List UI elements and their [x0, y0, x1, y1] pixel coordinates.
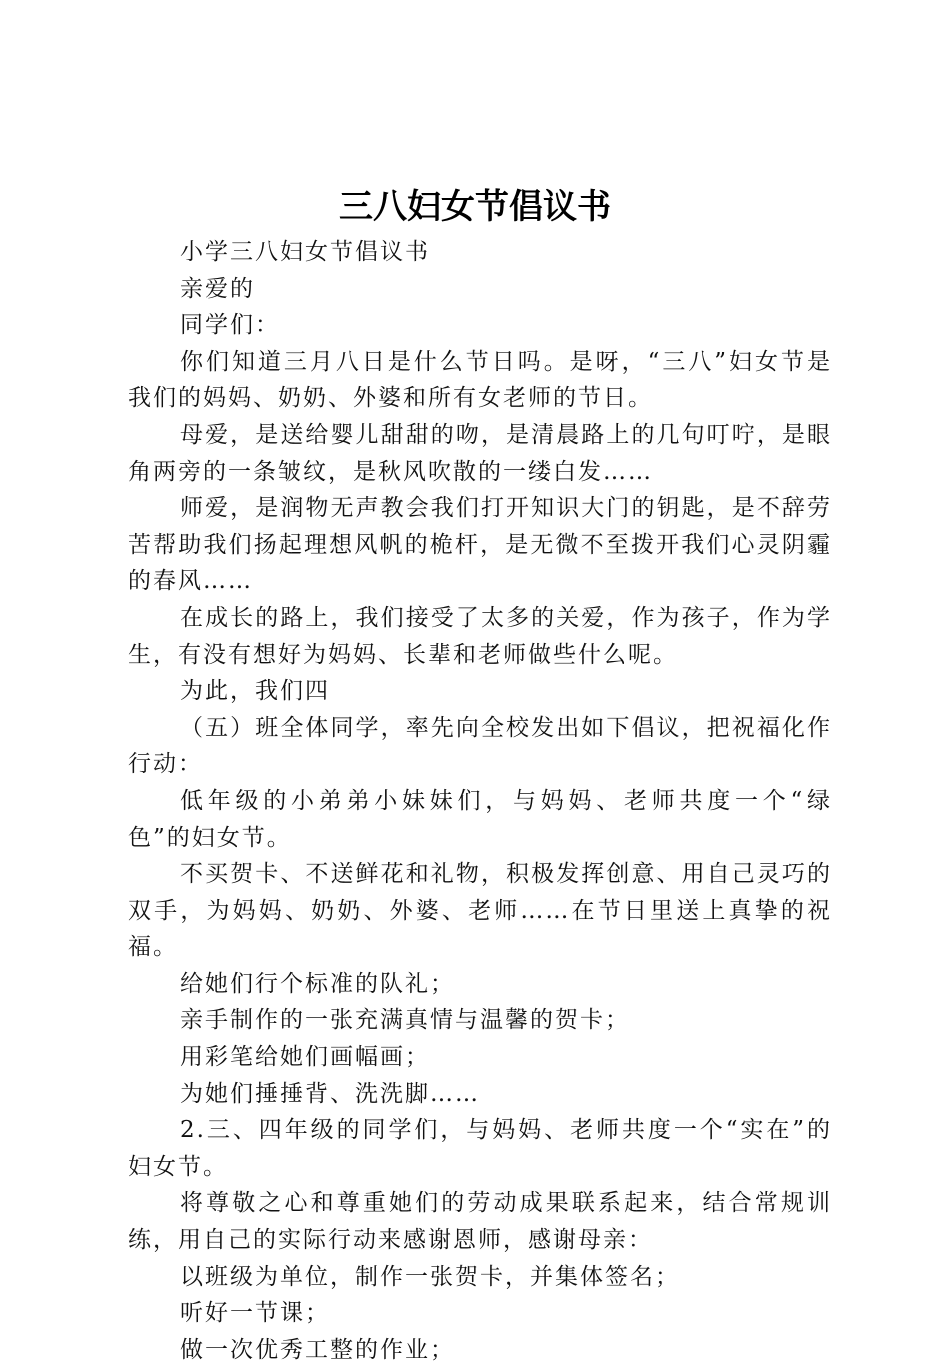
paragraph-mother-love: 母爱，是送给婴儿甜甜的吻，是清晨路上的几句叮咛，是眼角两旁的一条皱纹，是秋风吹散的一缕白发…… [128, 421, 832, 485]
list-item: 听好一节课； [180, 1300, 330, 1327]
list-item: 给她们行个标准的队礼； [180, 970, 455, 997]
list-item: 为她们捶捶背、洗洗脚…… [180, 1080, 480, 1107]
list-item: 以班级为单位，制作一张贺卡，并集体签名； [180, 1263, 680, 1290]
list-item: 亲手制作的一张充满真情与温馨的贺卡； [180, 1007, 630, 1034]
document-title: 三八妇女节倡议书 [339, 187, 611, 227]
paragraph-gratitude: 将尊敬之心和尊重她们的劳动成果联系起来，结合常规训练，用自己的实际行动来感谢恩师，感谢母亲： [128, 1190, 832, 1254]
paragraph-intro: 你们知道三月八日是什么节日吗。是呀，“三八”妇女节是我们的妈妈、奶奶、外婆和所有女老师的节日。 [128, 348, 832, 412]
paragraph-no-gifts: 不买贺卡、不送鲜花和礼物，积极发挥创意、用自己灵巧的双手，为妈妈、奶奶、外婆、老师……在节日里送上真挚的祝福。 [128, 861, 832, 961]
paragraph-salutation-recipients: 同学们： [180, 312, 280, 339]
list-item: 用彩笔给她们画幅画； [180, 1044, 430, 1071]
paragraph-growth: 在成长的路上，我们接受了太多的关爱，作为孩子，作为学生，有没有想好为妈妈、长辈和老师做些什么呢。 [128, 604, 832, 668]
paragraph-lower-grades: 低年级的小弟弟小妹妹们，与妈妈、老师共度一个“绿色”的妇女节。 [128, 787, 832, 851]
paragraph-teacher-love: 师爱，是润物无声教会我们打开知识大门的钥匙，是不辞劳苦帮助我们扬起理想风帆的桅杆，是无微不至拨开我们心灵阴霾的春风…… [128, 495, 832, 595]
paragraph-heading: 小学三八妇女节倡议书 [180, 239, 430, 265]
list-item: 做一次优秀工整的作业； [180, 1336, 455, 1363]
paragraph-middle-grades: 2.三、四年级的同学们，与妈妈、老师共度一个“实在”的妇女节。 [128, 1117, 832, 1180]
paragraph-class-proposal: （五）班全体同学，率先向全校发出如下倡议，把祝福化作行动： [128, 714, 832, 778]
paragraph-therefore: 为此，我们四 [180, 678, 330, 705]
document-body [128, 234, 832, 1368]
paragraph-salutation: 亲爱的 [180, 275, 255, 302]
